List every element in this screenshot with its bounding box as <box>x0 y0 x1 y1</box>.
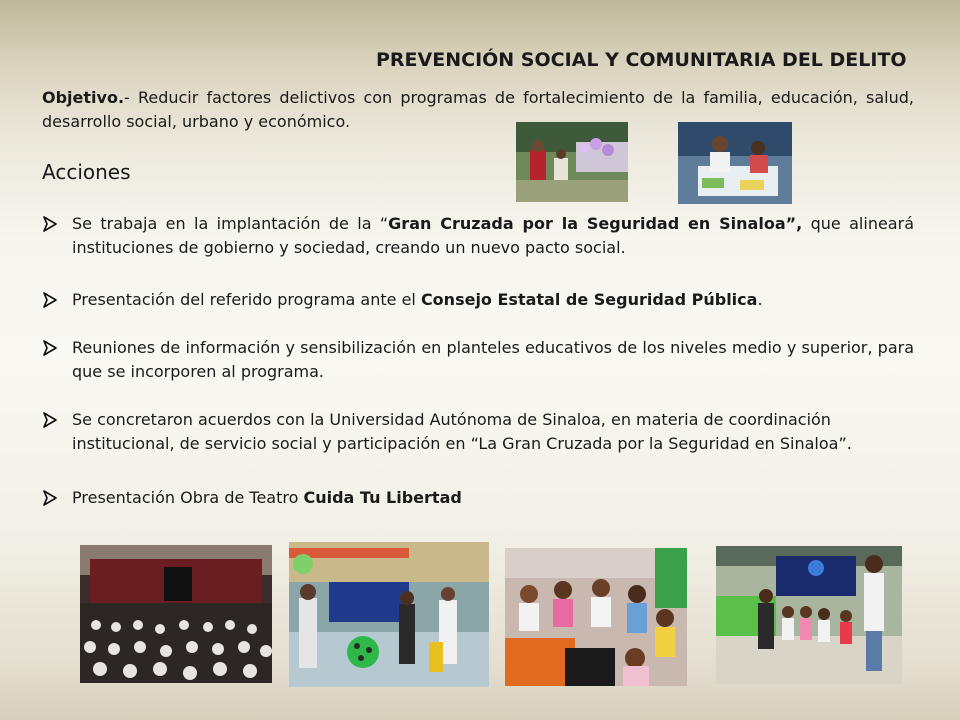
bullet-bold: Gran Cruzada por la Seguridad en Sinaloa”, <box>388 214 803 233</box>
objective-text: - Reducir factores delictivos con programas de fortalecimiento de la familia, educación, salud, desarrollo social, urbano y económico. <box>42 88 914 131</box>
bullet-bold: Consejo Estatal de Seguridad Pública <box>420 290 758 309</box>
bullet-text: Reuniones de información y sensibilización en planteles educativos de los niveles medio y superior, para que se incorporen al programa. <box>72 338 914 381</box>
list-item <box>42 486 914 510</box>
list-item <box>42 336 914 384</box>
list-item <box>42 288 914 312</box>
actions-heading: Acciones <box>42 160 131 184</box>
arrow-bullet-icon <box>42 216 58 232</box>
photo-community-event <box>516 122 628 202</box>
list-item <box>42 212 914 260</box>
list-item <box>42 408 914 456</box>
bullet-text: Presentación Obra de Teatro <box>72 488 304 507</box>
page-title: PREVENCIÓN SOCIAL Y COMUNITARIA DEL DELITO <box>376 49 907 71</box>
objective-label: Objetivo. <box>42 88 125 107</box>
arrow-bullet-icon <box>42 490 58 506</box>
bullet-text: Se concretaron acuerdos con la Universidad Autónoma de Sinaloa, en materia de coordinación institucional, de servicio social y participación en “La Gran Cruzada por la Seguridad en Sinaloa”. <box>72 410 852 453</box>
photo-children-group <box>505 548 687 686</box>
bullet-text: Presentación del referido programa ante el <box>72 290 421 309</box>
arrow-bullet-icon <box>42 292 58 308</box>
photo-auditorium <box>80 545 272 683</box>
bullet-bold: Cuida Tu Libertad <box>303 488 462 507</box>
arrow-bullet-icon <box>42 412 58 428</box>
photo-outdoor-activity <box>289 542 489 687</box>
arrow-bullet-icon <box>42 340 58 356</box>
photo-classroom-performance <box>716 546 902 684</box>
bullet-text: Se trabaja en la implantación de la “ <box>72 214 389 233</box>
bullet-text: que alineará instituciones de gobierno y sociedad, creando un nuevo pacto social. <box>72 214 914 257</box>
bullet-text: . <box>757 290 763 309</box>
photo-children-drawing <box>678 122 792 204</box>
